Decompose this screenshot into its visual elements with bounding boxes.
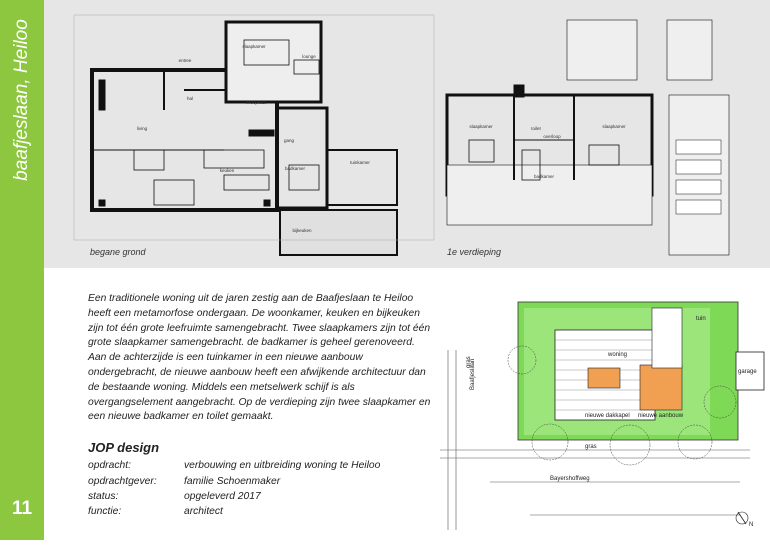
dormer-label: nieuwe dakkapel — [585, 413, 630, 419]
info-value: familie Schoenmaker — [184, 476, 281, 487]
sidebar — [0, 0, 44, 540]
room-label: slaapkamer — [242, 44, 266, 49]
office-title: JOP design — [88, 440, 160, 455]
room-label: living — [136, 126, 148, 131]
room-label: hal — [186, 96, 194, 101]
floor-plans-drawing — [44, 0, 770, 268]
info-row-status — [88, 491, 261, 502]
project-description: Een traditionele woning uit de jaren zestig aan de Baafjeslaan te Heiloo heeft een metamorfose ondergaan. De woonkamer, keuken en bijkeuken zijn tot één grote leefruimte samengebracht. Twee slaapkamers zijn tot één grote slaapkamer samengebracht. de badkamer is geheel gerenoveerd. Aan de achterzijde is een tuinkamer in een nieuwe aanbouw ondergebracht, de nieuwe aanbouw heeft een afwijkende architectuur dan de bestaande woning. Middels een metselwerk schijf is als overgangselement aangebracht. Op de verdieping zijn twee slaapkamer en een nieuwe badkamer en toilet gemaakt. — [88, 293, 431, 423]
room-label: lounge — [302, 54, 316, 59]
info-label: status: — [88, 491, 119, 502]
grass-label: gras — [585, 444, 597, 450]
garage-label: garage — [738, 369, 757, 375]
info-label: functie: — [88, 506, 122, 517]
page-number: 11 — [11, 498, 33, 519]
room-label: badkamer — [533, 174, 555, 179]
site-plan-drawing — [440, 290, 770, 540]
room-label: bijkeuken — [292, 228, 312, 233]
room-label: toilet — [531, 126, 541, 131]
info-label: opdracht: — [88, 460, 131, 471]
room-label: keuken — [219, 168, 235, 173]
floor-plans-panel — [44, 0, 770, 268]
ground-floor-label: begane grond — [90, 247, 146, 257]
room-label: tuinkamer — [350, 160, 370, 165]
house-label: woning — [608, 352, 628, 358]
ground-floor-plan — [74, 15, 434, 255]
grass-left-label: gras — [466, 356, 472, 368]
north-label: N — [749, 522, 754, 528]
garden-label: tuin — [696, 316, 706, 322]
room-label: slaapkamer — [602, 124, 626, 129]
project-title-vertical: baafjeslaan, Heiloo — [11, 19, 32, 181]
info-value: opgeleverd 2017 — [184, 491, 261, 502]
room-label: slaapkamer — [469, 124, 493, 129]
room-label: entree — [178, 58, 192, 63]
info-row-client — [88, 476, 281, 487]
info-label: opdrachtgever: — [88, 476, 157, 487]
first-floor-label: 1e verdieping — [447, 247, 502, 257]
info-row-assignment — [88, 460, 381, 471]
room-label: overloop — [543, 134, 561, 139]
street-bottom-label: Bayershoffweg — [550, 476, 590, 482]
extension-label: nieuwe aanbouw — [638, 413, 684, 419]
street-side-label: Baafjeslaan — [470, 358, 476, 390]
room-label: gang — [283, 138, 295, 143]
site-plan — [440, 290, 770, 545]
room-label: badkamer — [284, 166, 306, 171]
room-label: inloopkast — [245, 100, 267, 105]
first-floor-plan — [447, 20, 729, 255]
info-value: architect — [184, 506, 223, 517]
info-row-function — [88, 506, 223, 517]
info-value: verbouwing en uitbreiding woning te Heiloo — [184, 460, 381, 471]
